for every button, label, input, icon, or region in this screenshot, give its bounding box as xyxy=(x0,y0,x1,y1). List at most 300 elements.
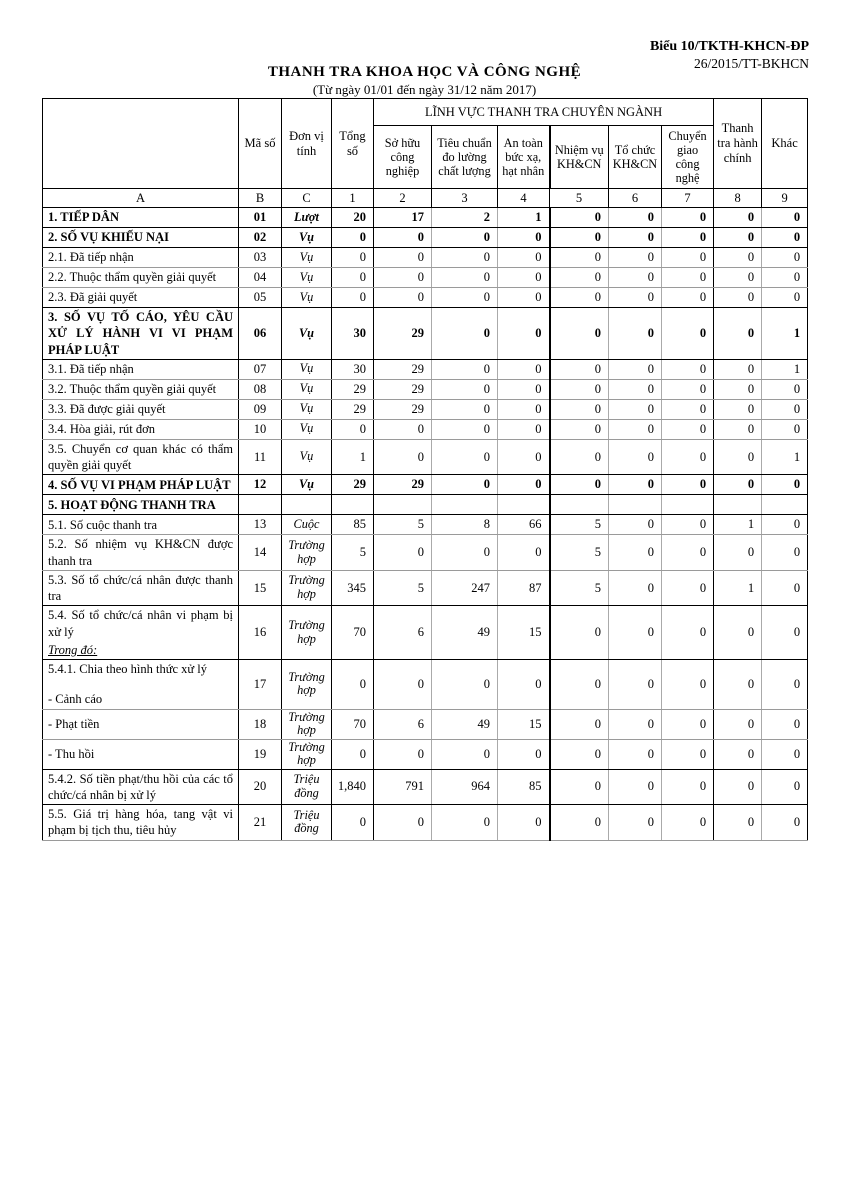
row-code: 05 xyxy=(239,288,282,308)
row-unit: Trường hợp xyxy=(282,570,332,606)
row-value: 29 xyxy=(332,475,374,495)
row-label-text: 5.2. Số nhiệm vụ KH&CN được thanh tra xyxy=(48,537,233,568)
row-unit: Vụ xyxy=(282,308,332,360)
row-value: 0 xyxy=(762,769,808,805)
row-value: 0 xyxy=(432,359,498,379)
row-value: 345 xyxy=(332,570,374,606)
header-admin-inspection: Thanh tra hành chính xyxy=(714,99,762,189)
row-code: 14 xyxy=(239,535,282,571)
row-value: 0 xyxy=(662,228,714,248)
row-value: 0 xyxy=(432,248,498,268)
row-label-text: 2.1. Đã tiếp nhận xyxy=(48,250,134,265)
table-row xyxy=(43,535,808,571)
row-value: 0 xyxy=(714,268,762,288)
header-standards-metrology-quality: Tiêu chuẩn đo lường chất lượng xyxy=(432,126,498,189)
row-value: 0 xyxy=(662,660,714,710)
row-value: 964 xyxy=(432,769,498,805)
row-label xyxy=(43,515,239,535)
row-value: 0 xyxy=(374,439,432,475)
row-value: 0 xyxy=(662,805,714,841)
header-industrial-property: Sở hữu công nghiệp xyxy=(374,126,432,189)
row-value: 0 xyxy=(432,805,498,841)
row-label-text: 2.3. Đã giải quyết xyxy=(48,290,138,305)
row-value: 0 xyxy=(762,419,808,439)
row-value: 85 xyxy=(498,769,550,805)
row-value: 0 xyxy=(374,248,432,268)
row-value: 0 xyxy=(609,399,662,419)
row-value: 1 xyxy=(714,515,762,535)
row-value: 15 xyxy=(498,606,550,660)
row-value: 0 xyxy=(714,805,762,841)
row-value: 0 xyxy=(332,268,374,288)
row-value: 70 xyxy=(332,709,374,739)
row-value: 0 xyxy=(762,739,808,769)
row-value: 0 xyxy=(714,208,762,228)
row-value: 0 xyxy=(609,606,662,660)
row-value: 0 xyxy=(498,359,550,379)
row-value xyxy=(550,495,609,515)
row-value xyxy=(609,495,662,515)
row-label-text: 3.5. Chuyển cơ quan khác có thẩm quyền giải quyết xyxy=(48,441,233,472)
inspection-report-table xyxy=(42,98,808,841)
row-value: 2 xyxy=(432,208,498,228)
row-value: 0 xyxy=(550,308,609,360)
row-unit: Trường hợp xyxy=(282,660,332,710)
row-value: 0 xyxy=(662,535,714,571)
row-label-text: 3.3. Đã được giải quyết xyxy=(48,402,166,417)
row-unit: Trường hợp xyxy=(282,606,332,660)
table-row xyxy=(43,288,808,308)
col-index: 1 xyxy=(332,189,374,208)
table-row xyxy=(43,515,808,535)
row-value: 0 xyxy=(609,709,662,739)
row-unit: Vụ xyxy=(282,475,332,495)
row-value: 0 xyxy=(609,660,662,710)
row-code: 02 xyxy=(239,228,282,248)
row-value: 0 xyxy=(550,379,609,399)
row-value: 0 xyxy=(550,660,609,710)
row-label-text: 2.2. Thuộc thẩm quyền giải quyết xyxy=(48,270,217,285)
row-code xyxy=(239,495,282,515)
col-index: A xyxy=(43,189,239,208)
row-code: 10 xyxy=(239,419,282,439)
row-value: 0 xyxy=(762,399,808,419)
row-value: 0 xyxy=(332,228,374,248)
row-note: Trong đó: xyxy=(48,642,98,657)
row-value: 0 xyxy=(498,660,550,710)
row-value: 0 xyxy=(498,535,550,571)
row-label xyxy=(43,535,239,571)
row-value: 0 xyxy=(550,288,609,308)
row-value: 0 xyxy=(609,739,662,769)
row-code: 13 xyxy=(239,515,282,535)
col-index: 4 xyxy=(498,189,550,208)
report-period: (Từ ngày 01/01 đến ngày 31/12 năm 2017) xyxy=(312,82,537,97)
row-label xyxy=(43,439,239,475)
row-value: 0 xyxy=(550,399,609,419)
row-unit: Trường hợp xyxy=(282,739,332,769)
row-value: 0 xyxy=(662,248,714,268)
row-value: 0 xyxy=(609,248,662,268)
row-value: 0 xyxy=(714,709,762,739)
row-value: 0 xyxy=(609,359,662,379)
table-row xyxy=(43,399,808,419)
row-value: 0 xyxy=(662,606,714,660)
row-unit: Vụ xyxy=(282,419,332,439)
row-value xyxy=(498,495,550,515)
row-value: 0 xyxy=(374,268,432,288)
row-value: 0 xyxy=(662,769,714,805)
col-index: 2 xyxy=(374,189,432,208)
row-unit: Lượt xyxy=(282,208,332,228)
row-value: 0 xyxy=(662,208,714,228)
row-value: 0 xyxy=(662,288,714,308)
row-unit: Trường hợp xyxy=(282,535,332,571)
row-value: 85 xyxy=(332,515,374,535)
col-index: 6 xyxy=(609,189,662,208)
col-index: 9 xyxy=(762,189,808,208)
row-value: 0 xyxy=(762,248,808,268)
row-value: 0 xyxy=(662,570,714,606)
row-value: 5 xyxy=(550,515,609,535)
header-radiation-nuclear-safety: An toàn bức xạ, hạt nhân xyxy=(498,126,550,189)
row-value: 0 xyxy=(762,475,808,495)
row-value: 0 xyxy=(762,660,808,710)
row-value: 0 xyxy=(432,288,498,308)
table-row xyxy=(43,709,808,739)
row-value: 0 xyxy=(332,248,374,268)
row-value: 20 xyxy=(332,208,374,228)
row-value: 0 xyxy=(662,709,714,739)
row-value: 0 xyxy=(762,805,808,841)
row-value: 0 xyxy=(714,228,762,248)
row-value: 0 xyxy=(762,208,808,228)
row-value: 0 xyxy=(374,288,432,308)
row-value: 0 xyxy=(432,660,498,710)
row-value: 0 xyxy=(498,805,550,841)
row-value: 0 xyxy=(498,419,550,439)
row-label-text: 5.5. Giá trị hàng hóa, tang vật vi phạm bị tịch thu, tiêu hủy xyxy=(48,807,233,838)
row-value: 0 xyxy=(432,739,498,769)
row-value: 49 xyxy=(432,606,498,660)
row-value: 0 xyxy=(762,268,808,288)
circular-number: 26/2015/TT-BKHCN xyxy=(693,55,809,71)
row-value: 0 xyxy=(332,739,374,769)
row-value: 0 xyxy=(374,535,432,571)
table-row xyxy=(43,419,808,439)
row-value xyxy=(662,495,714,515)
table-row xyxy=(43,248,808,268)
row-value: 1,840 xyxy=(332,769,374,805)
row-value: 30 xyxy=(332,359,374,379)
row-code: 07 xyxy=(239,359,282,379)
row-unit xyxy=(282,495,332,515)
row-value: 0 xyxy=(609,288,662,308)
row-value: 5 xyxy=(374,570,432,606)
row-value: 0 xyxy=(550,475,609,495)
row-value: 5 xyxy=(374,515,432,535)
row-value: 0 xyxy=(609,515,662,535)
row-value: 1 xyxy=(714,570,762,606)
row-unit: Triệu đồng xyxy=(282,805,332,841)
table-row xyxy=(43,308,808,360)
row-unit: Vụ xyxy=(282,379,332,399)
row-value: 0 xyxy=(374,739,432,769)
table-row xyxy=(43,359,808,379)
row-value: 0 xyxy=(714,769,762,805)
row-code: 01 xyxy=(239,208,282,228)
row-value: 87 xyxy=(498,570,550,606)
row-value: 0 xyxy=(609,228,662,248)
row-label-text: 5.1. Số cuộc thanh tra xyxy=(48,517,158,532)
row-value: 0 xyxy=(498,308,550,360)
row-label-text: 1. TIẾP DÂN xyxy=(48,210,119,225)
row-unit: Vụ xyxy=(282,359,332,379)
header-st-organizations: Tổ chức KH&CN xyxy=(609,126,662,189)
row-unit: Trường hợp xyxy=(282,709,332,739)
row-value: 0 xyxy=(498,399,550,419)
form-code: Biểu 10/TKTH-KHCN-ĐP xyxy=(649,39,809,54)
row-value: 0 xyxy=(762,288,808,308)
col-index: B xyxy=(239,189,282,208)
row-value: 0 xyxy=(609,439,662,475)
row-value: 0 xyxy=(609,208,662,228)
row-value: 0 xyxy=(432,535,498,571)
header-specialized-group: LĨNH VỰC THANH TRA CHUYÊN NGÀNH xyxy=(374,99,714,126)
row-label-text: - Thu hồi xyxy=(48,746,95,761)
row-value: 0 xyxy=(550,439,609,475)
row-value: 0 xyxy=(714,535,762,571)
row-value: 0 xyxy=(714,359,762,379)
header-other: Khác xyxy=(762,99,808,189)
row-value: 0 xyxy=(609,769,662,805)
row-value: 29 xyxy=(374,359,432,379)
row-value: 1 xyxy=(332,439,374,475)
row-value: 0 xyxy=(374,805,432,841)
row-value: 0 xyxy=(550,709,609,739)
row-value: 0 xyxy=(662,399,714,419)
row-value: 0 xyxy=(374,419,432,439)
row-value: 29 xyxy=(374,475,432,495)
row-value: 0 xyxy=(550,419,609,439)
row-value: 66 xyxy=(498,515,550,535)
row-label-text: 3. SỐ VỤ TỐ CÁO, YÊU CẦU XỬ LÝ HÀNH VI VI PHẠM PHÁP LUẬT xyxy=(48,310,233,357)
row-value: 0 xyxy=(714,606,762,660)
title-block xyxy=(0,64,849,98)
row-value: 0 xyxy=(609,268,662,288)
row-value: 0 xyxy=(498,379,550,399)
row-value xyxy=(432,495,498,515)
row-value xyxy=(374,495,432,515)
row-value: 0 xyxy=(662,359,714,379)
row-label-text: - Cảnh cáo xyxy=(48,692,103,707)
row-label-text: 3.4. Hòa giải, rút đơn xyxy=(48,422,155,437)
row-label xyxy=(43,308,239,360)
row-code: 17 xyxy=(239,660,282,710)
row-sublabel-heading: 5.4.1. Chia theo hình thức xử lý xyxy=(48,662,208,676)
row-value: 0 xyxy=(332,419,374,439)
table-row xyxy=(43,268,808,288)
col-index: 3 xyxy=(432,189,498,208)
table-row xyxy=(43,439,808,475)
row-value: 0 xyxy=(662,439,714,475)
row-label xyxy=(43,248,239,268)
row-label xyxy=(43,475,239,495)
row-value: 0 xyxy=(609,475,662,495)
table-header xyxy=(43,99,808,208)
row-value xyxy=(762,495,808,515)
row-label xyxy=(43,379,239,399)
row-value: 29 xyxy=(374,308,432,360)
table-row xyxy=(43,805,808,841)
row-label-text: 5.4.2. Số tiền phạt/thu hồi của các tổ chức/cá nhân bị xử lý xyxy=(48,771,233,802)
row-label xyxy=(43,399,239,419)
col-index: 5 xyxy=(550,189,609,208)
row-value: 0 xyxy=(662,475,714,495)
row-label-text: 5.3. Số tổ chức/cá nhân được thanh tra xyxy=(48,572,233,603)
row-label-text: 2. SỐ VỤ KHIẾU NẠI xyxy=(48,230,169,245)
row-code: 16 xyxy=(239,606,282,660)
row-value: 0 xyxy=(762,515,808,535)
row-value: 30 xyxy=(332,308,374,360)
row-value: 1 xyxy=(762,439,808,475)
row-code: 03 xyxy=(239,248,282,268)
row-value: 0 xyxy=(498,288,550,308)
row-value: 0 xyxy=(662,308,714,360)
row-value: 70 xyxy=(332,606,374,660)
row-value: 247 xyxy=(432,570,498,606)
row-unit: Vụ xyxy=(282,268,332,288)
row-value: 0 xyxy=(662,419,714,439)
row-value: 0 xyxy=(550,268,609,288)
row-value: 15 xyxy=(498,709,550,739)
row-code: 21 xyxy=(239,805,282,841)
page-title: THANH TRA KHOA HỌC VÀ CÔNG NGHỆ xyxy=(267,64,582,80)
row-label xyxy=(43,228,239,248)
row-value: 0 xyxy=(550,739,609,769)
row-value: 0 xyxy=(662,268,714,288)
row-value: 29 xyxy=(332,399,374,419)
row-label xyxy=(43,570,239,606)
table-row xyxy=(43,660,808,710)
row-value: 0 xyxy=(714,419,762,439)
row-value: 0 xyxy=(762,535,808,571)
row-value: 0 xyxy=(762,570,808,606)
row-unit: Triệu đồng xyxy=(282,769,332,805)
row-value: 0 xyxy=(714,379,762,399)
header-st-tasks: Nhiệm vụ KH&CN xyxy=(550,126,609,189)
row-value: 1 xyxy=(498,208,550,228)
header-total: Tổng số xyxy=(332,99,374,189)
row-value: 0 xyxy=(432,308,498,360)
row-value: 6 xyxy=(374,709,432,739)
table-body xyxy=(43,208,808,841)
row-unit: Cuộc xyxy=(282,515,332,535)
row-value: 0 xyxy=(332,660,374,710)
row-value: 791 xyxy=(374,769,432,805)
row-code: 12 xyxy=(239,475,282,495)
row-value: 0 xyxy=(609,379,662,399)
col-index: C xyxy=(282,189,332,208)
row-value: 0 xyxy=(498,475,550,495)
table-row xyxy=(43,475,808,495)
row-value: 0 xyxy=(432,439,498,475)
row-value: 0 xyxy=(609,308,662,360)
row-value: 0 xyxy=(432,379,498,399)
row-value: 0 xyxy=(662,379,714,399)
row-label xyxy=(43,208,239,228)
row-value: 1 xyxy=(762,359,808,379)
row-label xyxy=(43,709,239,739)
row-value: 0 xyxy=(662,515,714,535)
row-value: 0 xyxy=(609,535,662,571)
row-value: 0 xyxy=(714,308,762,360)
row-value: 0 xyxy=(762,709,808,739)
row-value: 0 xyxy=(609,419,662,439)
row-value: 0 xyxy=(374,228,432,248)
row-value: 29 xyxy=(374,379,432,399)
row-code: 19 xyxy=(239,739,282,769)
row-value: 0 xyxy=(550,606,609,660)
row-value: 0 xyxy=(432,419,498,439)
row-value: 0 xyxy=(498,228,550,248)
row-value: 0 xyxy=(762,606,808,660)
row-value: 29 xyxy=(374,399,432,419)
table-row xyxy=(43,606,808,660)
row-value: 0 xyxy=(432,475,498,495)
row-code: 18 xyxy=(239,709,282,739)
row-label-text: 4. SỐ VỤ VI PHẠM PHÁP LUẬT xyxy=(48,477,231,492)
row-value: 0 xyxy=(714,288,762,308)
row-value: 0 xyxy=(374,660,432,710)
row-unit: Vụ xyxy=(282,288,332,308)
row-label xyxy=(43,606,239,660)
row-value: 0 xyxy=(714,475,762,495)
row-value xyxy=(332,495,374,515)
row-value: 5 xyxy=(550,570,609,606)
row-label-text: 5. HOẠT ĐỘNG THANH TRA xyxy=(48,497,216,512)
row-value: 0 xyxy=(662,739,714,769)
row-code: 15 xyxy=(239,570,282,606)
header-label-blank xyxy=(43,99,239,189)
row-value: 0 xyxy=(498,439,550,475)
header-unit: Đơn vị tính xyxy=(282,99,332,189)
row-label-text: - Phạt tiền xyxy=(48,716,100,731)
row-value: 8 xyxy=(432,515,498,535)
row-label xyxy=(43,739,239,769)
row-value: 0 xyxy=(550,359,609,379)
row-unit: Vụ xyxy=(282,439,332,475)
row-value: 0 xyxy=(332,288,374,308)
table-row xyxy=(43,570,808,606)
row-value: 0 xyxy=(498,268,550,288)
row-value: 0 xyxy=(432,268,498,288)
row-value xyxy=(714,495,762,515)
row-value: 0 xyxy=(609,570,662,606)
row-value: 0 xyxy=(432,399,498,419)
row-value: 0 xyxy=(714,660,762,710)
row-value: 17 xyxy=(374,208,432,228)
row-value: 0 xyxy=(762,379,808,399)
header-row-group xyxy=(43,99,808,126)
row-value: 0 xyxy=(550,805,609,841)
row-value: 0 xyxy=(432,228,498,248)
row-unit: Vụ xyxy=(282,248,332,268)
header-technology-transfer: Chuyển giao công nghệ xyxy=(662,126,714,189)
table-row xyxy=(43,208,808,228)
row-unit: Vụ xyxy=(282,228,332,248)
row-code: 11 xyxy=(239,439,282,475)
